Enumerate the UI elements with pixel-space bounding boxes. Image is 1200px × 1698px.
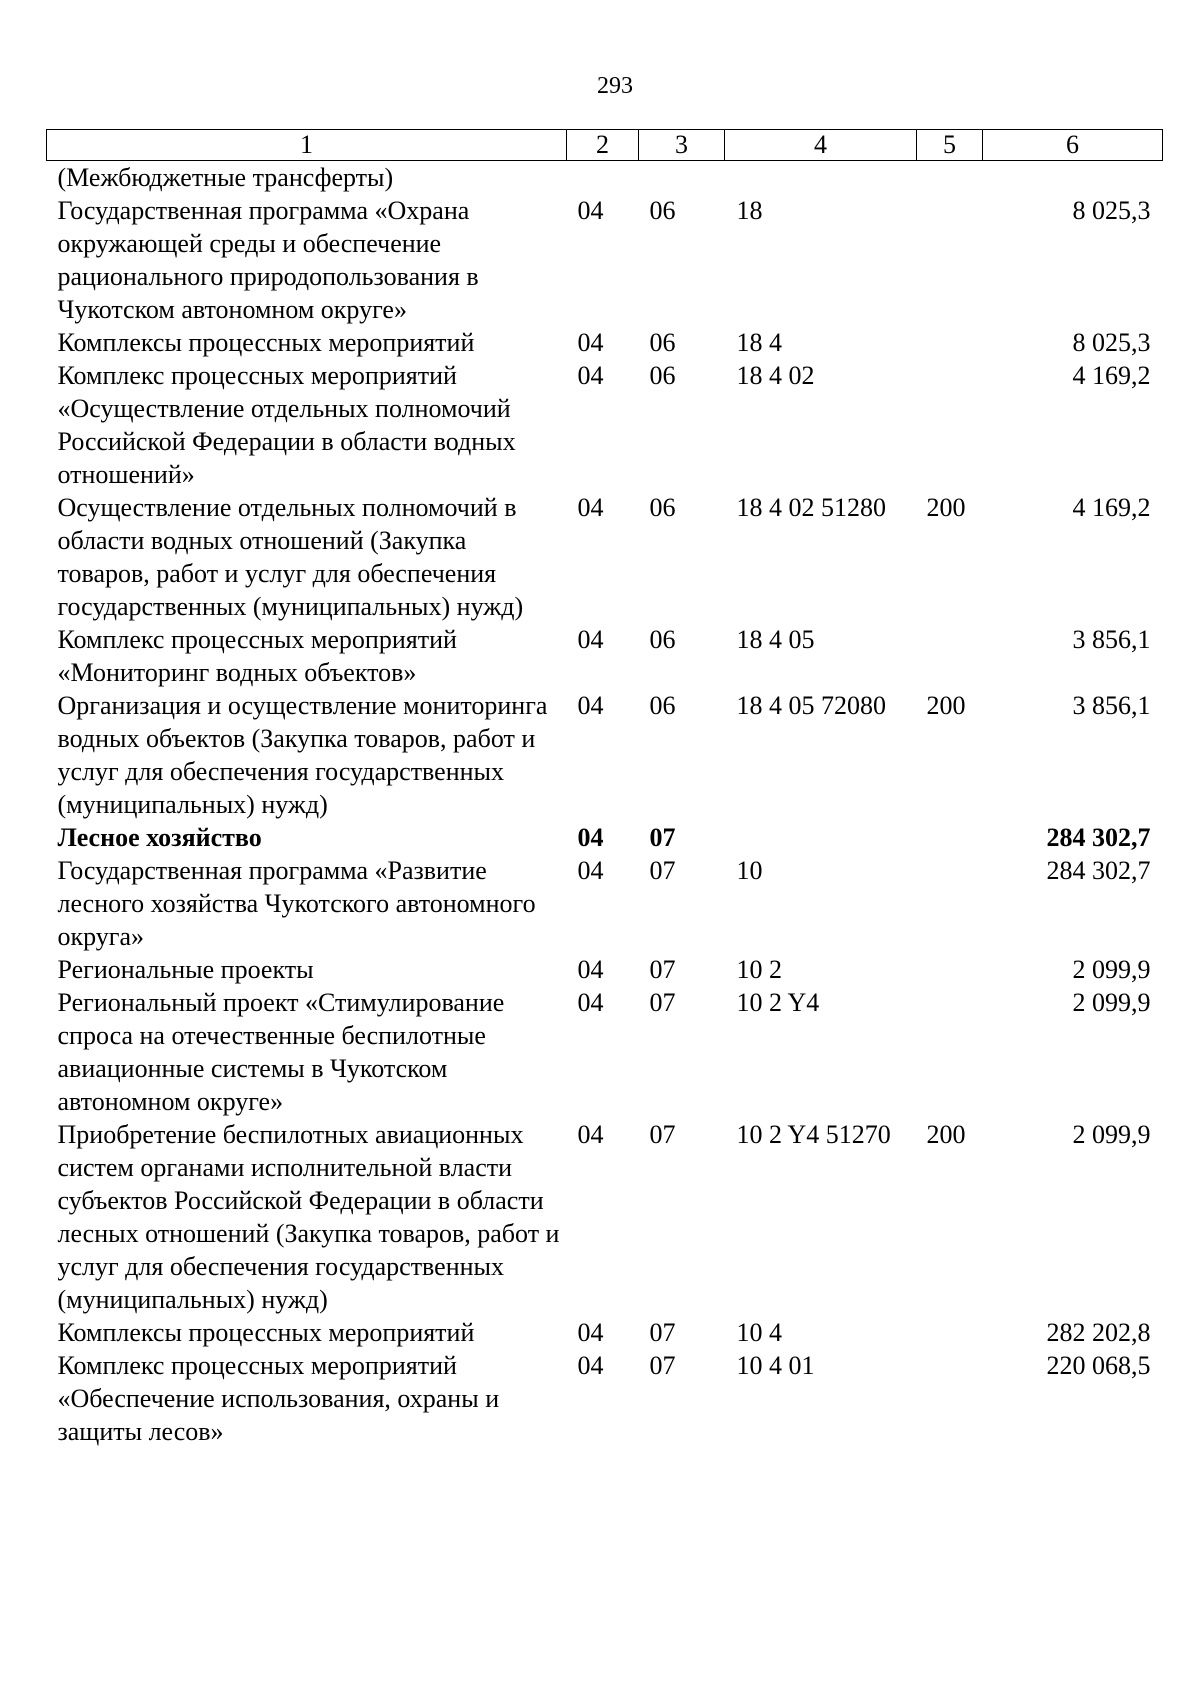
- target-article-cell: 10 4: [736, 1318, 782, 1347]
- section-code-cell: 04: [577, 493, 604, 522]
- table-row: [47, 161, 1163, 195]
- row-name-cell: (Межбюджетные трансферты): [57, 163, 394, 192]
- section-code-cell: 04: [577, 1120, 604, 1149]
- table-row: [47, 821, 1163, 854]
- row-name-cell: Государственная программа «Развитие лесного хозяйства Чукотского автономного округа»: [57, 856, 536, 951]
- expense-type-cell: 200: [926, 1120, 966, 1149]
- expense-type-cell: [917, 821, 983, 854]
- row-name-cell: Региональные проекты: [57, 955, 314, 984]
- table-row: [47, 194, 1163, 326]
- expense-type-cell: [917, 854, 983, 953]
- table-row: [47, 1349, 1163, 1448]
- column-header-4: 4: [725, 130, 917, 161]
- section-code-cell: 04: [577, 988, 604, 1017]
- amount-cell: 8 025,3: [1072, 196, 1151, 225]
- target-article-cell: [725, 821, 917, 854]
- row-name-cell: Комплекс процессных мероприятий «Обеспечение использования, охраны и защиты лесов»: [57, 1351, 500, 1446]
- amount-cell: 284 302,7: [1046, 856, 1151, 885]
- section-code-cell: 04: [577, 823, 604, 852]
- row-name-cell: Региональный проект «Стимулирование спроса на отечественные беспилотные авиационные системы в Чукотском автономном округе»: [57, 988, 505, 1116]
- target-article-cell: [725, 161, 917, 195]
- row-name-cell: Комплекс процессных мероприятий «Осуществление отдельных полномочий Российской Федерации в области водных отношений»: [57, 361, 516, 489]
- page-number: 293: [597, 73, 633, 99]
- subsection-code-cell: [639, 161, 725, 195]
- target-article-cell: 18 4 05: [736, 625, 815, 654]
- row-name-cell: Комплексы процессных мероприятий: [57, 328, 475, 357]
- table-row: [47, 986, 1163, 1118]
- amount-cell: 8 025,3: [1072, 328, 1151, 357]
- table-row: [47, 491, 1163, 623]
- expense-type-cell: 200: [926, 691, 966, 720]
- target-article-cell: 10 2: [736, 955, 782, 984]
- expense-type-cell: [917, 1316, 983, 1349]
- target-article-cell: 18: [736, 196, 763, 225]
- subsection-code-cell: 07: [649, 1120, 676, 1149]
- column-header-2: 2: [567, 130, 639, 161]
- subsection-code-cell: 06: [649, 493, 676, 522]
- section-code-cell: 04: [577, 196, 604, 225]
- expense-type-cell: [917, 953, 983, 986]
- target-article-cell: 18 4 02: [736, 361, 815, 390]
- section-code-cell: [567, 161, 639, 195]
- section-code-cell: 04: [577, 1318, 604, 1347]
- target-article-cell: 10 4 01: [736, 1351, 815, 1380]
- subsection-code-cell: 06: [649, 691, 676, 720]
- section-code-cell: 04: [577, 1351, 604, 1380]
- subsection-code-cell: 06: [649, 328, 676, 357]
- expense-type-cell: [917, 623, 983, 689]
- expense-type-cell: [917, 1349, 983, 1448]
- row-name-cell: Комплексы процессных мероприятий: [57, 1318, 475, 1347]
- amount-cell: 2 099,9: [1072, 988, 1151, 1017]
- section-code-cell: 04: [577, 955, 604, 984]
- row-name-cell: Осуществление отдельных полномочий в области водных отношений (Закупка товаров, работ и услуг для обеспечения государственных (муниципальных) нужд): [57, 493, 524, 621]
- row-name-cell: Приобретение беспилотных авиационных систем органами исполнительной власти субъектов Российской Федерации в области лесных отношений (Закупка товаров, работ и услуг для обеспечения государственных (муниципальных) нужд): [57, 1120, 560, 1314]
- row-name-cell: Лесное хозяйство: [57, 823, 262, 852]
- column-header-1: 1: [47, 130, 567, 161]
- table-row: [47, 1118, 1163, 1316]
- amount-cell: 4 169,2: [1072, 361, 1151, 390]
- target-article-cell: 10 2 Y4: [736, 988, 820, 1017]
- section-code-cell: 04: [577, 856, 604, 885]
- subsection-code-cell: 06: [649, 361, 676, 390]
- expense-type-cell: [917, 359, 983, 491]
- amount-cell: [983, 161, 1163, 195]
- expense-type-cell: [917, 161, 983, 195]
- column-header-3: 3: [639, 130, 725, 161]
- table-row: [47, 359, 1163, 491]
- amount-cell: 3 856,1: [1072, 691, 1151, 720]
- target-article-cell: 10 2 Y4 51270: [736, 1120, 891, 1149]
- table-header-row: [47, 130, 1163, 161]
- subsection-code-cell: 06: [649, 625, 676, 654]
- table-row: [47, 623, 1163, 689]
- expense-type-cell: [917, 986, 983, 1118]
- amount-cell: 3 856,1: [1072, 625, 1151, 654]
- budget-table: [46, 129, 1163, 1448]
- table-row: [47, 854, 1163, 953]
- amount-cell: 2 099,9: [1072, 1120, 1151, 1149]
- subsection-code-cell: 07: [649, 856, 676, 885]
- row-name-cell: Государственная программа «Охрана окружающей среды и обеспечение рационального природопользования в Чукотском автономном округе»: [57, 196, 479, 324]
- table-row: [47, 326, 1163, 359]
- subsection-code-cell: 07: [649, 955, 676, 984]
- amount-cell: 220 068,5: [1046, 1351, 1151, 1380]
- expense-type-cell: [917, 326, 983, 359]
- target-article-cell: 18 4 02 51280: [736, 493, 886, 522]
- expense-type-cell: [917, 194, 983, 326]
- target-article-cell: 10: [736, 856, 763, 885]
- section-code-cell: 04: [577, 625, 604, 654]
- subsection-code-cell: 07: [649, 823, 676, 852]
- section-code-cell: 04: [577, 361, 604, 390]
- target-article-cell: 18 4: [736, 328, 782, 357]
- row-name-cell: Организация и осуществление мониторинга водных объектов (Закупка товаров, работ и услуг для обеспечения государственных (муниципальных) нужд): [57, 691, 548, 819]
- table-row: [47, 953, 1163, 986]
- amount-cell: 2 099,9: [1072, 955, 1151, 984]
- section-code-cell: 04: [577, 328, 604, 357]
- amount-cell: 4 169,2: [1072, 493, 1151, 522]
- column-header-6: 6: [983, 130, 1163, 161]
- amount-cell: 284 302,7: [1046, 823, 1151, 852]
- subsection-code-cell: 07: [649, 1318, 676, 1347]
- subsection-code-cell: 07: [649, 1351, 676, 1380]
- amount-cell: 282 202,8: [1046, 1318, 1151, 1347]
- table-row: [47, 689, 1163, 821]
- section-code-cell: 04: [577, 691, 604, 720]
- table-row: [47, 1316, 1163, 1349]
- column-header-5: 5: [917, 130, 983, 161]
- subsection-code-cell: 06: [649, 196, 676, 225]
- target-article-cell: 18 4 05 72080: [736, 691, 886, 720]
- row-name-cell: Комплекс процессных мероприятий «Мониторинг водных объектов»: [57, 625, 457, 687]
- expense-type-cell: 200: [926, 493, 966, 522]
- subsection-code-cell: 07: [649, 988, 676, 1017]
